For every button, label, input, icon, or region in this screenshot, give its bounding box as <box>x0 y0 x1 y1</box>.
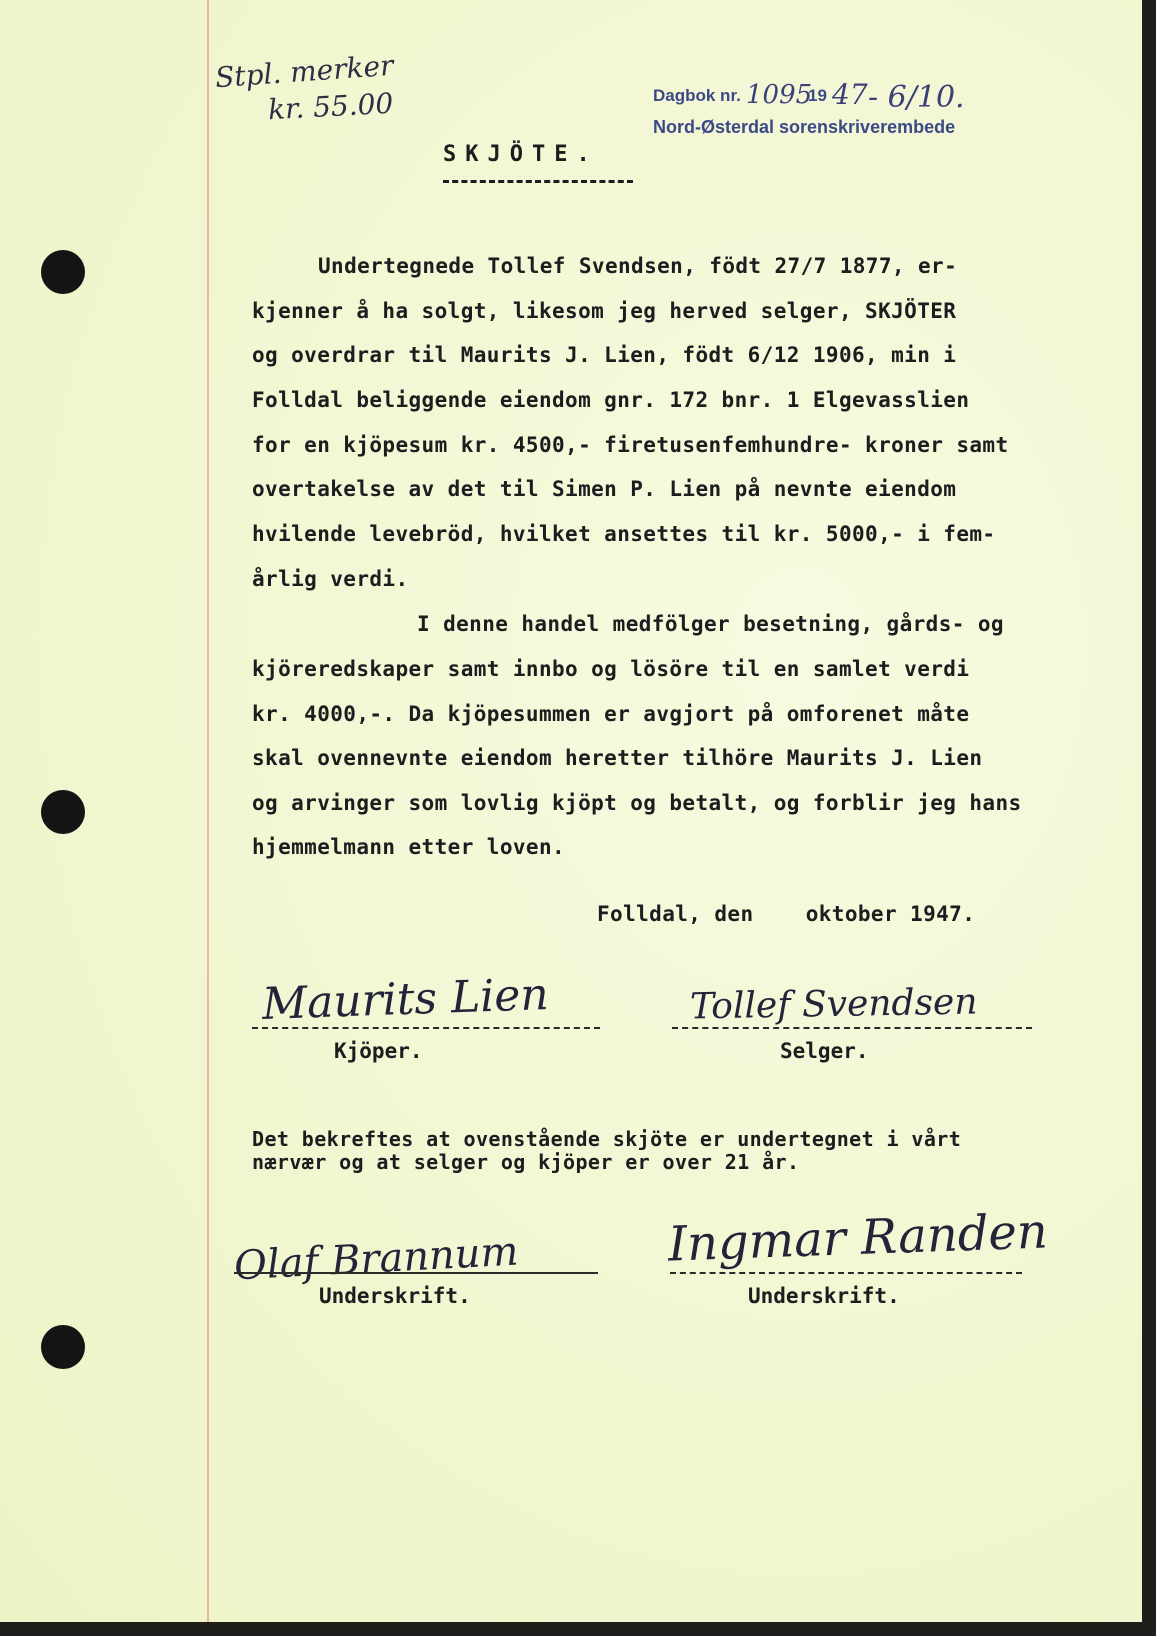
punch-hole-bottom <box>41 1325 85 1369</box>
witness-statement-line: Det bekreftes at ovenstående skjöte er undertegnet i vårt <box>252 1127 962 1151</box>
margin-note-line2: kr. 55.00 <box>267 86 395 127</box>
witness1-caption: Underskrift. <box>319 1284 471 1308</box>
body-line: Undertegnede Tollef Svendsen, födt 27/7 1877, er- <box>318 254 958 278</box>
body-line: overtakelse av det til Simen P. Lien på nevnte eiendom <box>252 477 957 501</box>
witness-statement-line: nærvær og at selger og kjöper er over 21 år. <box>252 1150 800 1174</box>
margin-rule <box>207 0 209 1622</box>
place-date: Folldal, den oktober 1947. <box>597 902 976 926</box>
body-line: årlig verdi. <box>252 567 409 591</box>
stamp-office: Nord-Østerdal sorenskriverembede <box>653 117 956 137</box>
body-line: kjenner å ha solgt, likesom jeg herved selger, SKJÖTER <box>252 299 957 323</box>
body-line: kr. 4000,-. Da kjöpesummen er avgjort på omforenet måte <box>252 702 970 726</box>
buyer-caption: Kjöper. <box>334 1039 423 1063</box>
body-line: skal ovennevnte eiendom heretter tilhöre Maurits J. Lien <box>252 746 983 770</box>
body-line: I denne handel medfölger besetning, gårds- og <box>417 612 1004 636</box>
seller-signature-line <box>672 1027 1032 1029</box>
body-line: for en kjöpesum kr. 4500,- firetusenfemhundre- kroner samt <box>252 433 1009 457</box>
stamp-date-handwritten: - 6/10. <box>868 80 965 115</box>
buyer-signature-line <box>252 1027 600 1029</box>
stamp-dagbok-label: Dagbok nr. <box>653 86 741 105</box>
witness1-signature: Olaf Brannum <box>232 1228 520 1290</box>
stamp-dagbok-number: 1095 <box>746 80 813 110</box>
buyer-signature: Maurits Lien <box>261 969 550 1030</box>
title-underline <box>443 180 633 183</box>
witness2-signature: Ingmar Randen <box>667 1203 1049 1273</box>
seller-signature: Tollef Svendsen <box>689 981 978 1028</box>
body-line: kjöreredskaper samt innbo og lösöre til en samlet verdi <box>252 657 970 681</box>
seller-caption: Selger. <box>780 1039 869 1063</box>
witness2-signature-line <box>670 1272 1022 1274</box>
stamp-year-suffix: 47 <box>832 78 868 111</box>
body-line: og overdrar til Maurits J. Lien, födt 6/12 1906, min i <box>252 343 957 367</box>
document-title: SKJÖTE. <box>443 142 599 167</box>
witness1-signature-line <box>234 1272 598 1274</box>
body-line: og arvinger som lovlig kjöpt og betalt, og forblir jeg hans <box>252 791 1022 815</box>
body-line: Folldal beliggende eiendom gnr. 172 bnr. 1 Elgevasslien <box>252 388 970 412</box>
body-line: hvilende levebröd, hvilket ansettes til kr. 5000,- i fem- <box>252 522 996 546</box>
body-line: hjemmelmann etter loven. <box>252 835 566 859</box>
witness2-caption: Underskrift. <box>748 1284 900 1308</box>
stamp-year-prefix: 19 <box>808 86 827 105</box>
punch-hole-middle <box>41 790 85 834</box>
margin-note-line1: Stpl. merker <box>214 48 395 95</box>
punch-hole-top <box>41 250 85 294</box>
